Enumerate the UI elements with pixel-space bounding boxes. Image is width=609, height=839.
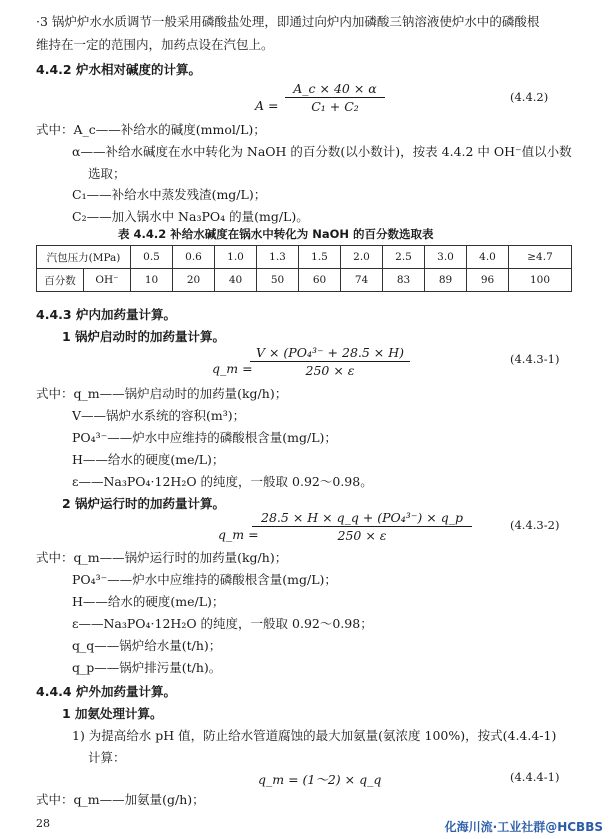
equation-fraction [285,81,385,114]
equation-denominator: 250 × ε [305,363,355,378]
table-cell: 40 [215,269,257,292]
table-cell: 汽包压力(MPa) [37,246,131,269]
text-line: 式中：q_m——锅炉启动时的加药量(kg/h)； [36,386,288,401]
table-cell: 0.5 [131,246,173,269]
equation-fraction [250,345,410,378]
equation-inline: q_m = (1～2) × q_q [258,772,382,787]
table-cell: 89 [425,269,467,292]
table-cell: 1.3 [257,246,299,269]
text-line: q_q——锅炉给水量(t/h)； [72,638,222,653]
text-line: q_p——锅炉排污量(t/h)。 [72,660,222,675]
text-line: ·3 锅炉炉水水质调节一般采用磷酸盐处理，即通过向炉内加磷酸三钠溶液使炉水中的磷酸根 [36,14,540,29]
text-line: 式中：q_m——锅炉运行时的加药量(kg/h)； [36,550,288,565]
table-cell: 4.0 [467,246,509,269]
text-line: ε——Na₃PO₄·12H₂O 的纯度，一般取 0.92～0.98； [72,616,373,631]
equation-lhs: q_m = [212,361,253,376]
subsection-heading: 2 锅炉运行时的加药量计算。 [62,496,226,511]
table-cell: ≥4.7 [509,246,572,269]
table-cell: 0.6 [173,246,215,269]
section-heading: 4.4.3 炉内加药量计算。 [36,307,176,322]
table-cell: 74 [341,269,383,292]
table-cell: 百分数 [37,269,84,292]
table-title: 表 4.4.2 补给水碱度在锅水中转化为 NaOH 的百分数选取表 [118,227,434,241]
text-line: H——给水的硬度(me/L)； [72,452,225,467]
text-line: 计算： [88,750,126,765]
text-line: 选取； [88,166,126,181]
table-cell: 10 [131,269,173,292]
text-line: 式中：q_m——加氨量(g/h)； [36,792,205,807]
equation-lhs: A = [255,98,279,113]
table-cell: 50 [257,269,299,292]
table-cell: 83 [383,269,425,292]
equation-numerator: 28.5 × H × q_q + (PO₄³⁻) × q_p [252,510,472,527]
subsection-heading: 1 加氨处理计算。 [62,706,163,721]
equation-number: (4.4.3-2) [510,518,560,532]
text-line: ε——Na₃PO₄·12H₂O 的纯度，一般取 0.92～0.98。 [72,474,373,489]
equation-number: (4.4.3-1) [510,352,560,366]
equation-denominator: 250 × ε [337,528,387,543]
text-line: PO₄³⁻——炉水中应维持的磷酸根含量(mg/L)； [72,572,337,587]
table-cell: 1.0 [215,246,257,269]
text-line: 维持在一定的范围内，加药点设在汽包上。 [36,37,274,52]
watermark: 化海川流·工业社群@HCBBS [444,820,603,834]
table-cell: 1.5 [299,246,341,269]
text-line: V——锅炉水系统的容积(m³)； [72,408,246,423]
table-cell: 2.0 [341,246,383,269]
section-heading: 4.4.2 炉水相对碱度的计算。 [36,62,201,77]
equation-lhs: q_m = [218,527,259,542]
text-line: 式中：A_c——补给水的碱度(mmol/L)； [36,122,266,137]
text-line: H——给水的硬度(me/L)； [72,594,225,609]
text-line: α——补给水碱度在水中转化为 NaOH 的百分数(以小数计)，按表 4.4.2 中 OH⁻值以小数 [72,144,572,159]
table-cell: OH⁻ [84,269,131,292]
table-cell: 3.0 [425,246,467,269]
subsection-heading: 1 锅炉启动时的加药量计算。 [62,329,226,344]
table-cell: 60 [299,269,341,292]
equation-number: (4.4.2) [510,90,549,104]
table-cell: 100 [509,269,572,292]
table-cell: 96 [467,269,509,292]
equation-denominator: C₁ + C₂ [311,99,359,114]
equation-numerator: A_c × 40 × α [285,81,385,98]
table-cell: 2.5 [383,246,425,269]
equation-number: (4.4.4-1) [510,770,560,784]
text-line: C₂——加入锅水中 Na₃PO₄ 的量(mg/L)。 [72,209,309,224]
text-line: PO₄³⁻——炉水中应维持的磷酸根含量(mg/L)； [72,430,337,445]
table-cell: 20 [173,269,215,292]
text-line: C₁——补给水中蒸发残渣(mg/L)； [72,187,267,202]
table-row [37,246,572,269]
text-line: 1) 为提高给水 pH 值，防止给水管道腐蚀的最大加氨量(氨浓度 100%)，按式(4.4.4-1) [72,728,557,743]
equation-numerator: V × (PO₄³⁻ + 28.5 × H) [250,345,410,362]
table-row [37,269,572,292]
page-number: 28 [36,817,50,830]
conversion-table [36,245,572,292]
section-heading: 4.4.4 炉外加药量计算。 [36,684,176,699]
equation-fraction [252,510,472,543]
